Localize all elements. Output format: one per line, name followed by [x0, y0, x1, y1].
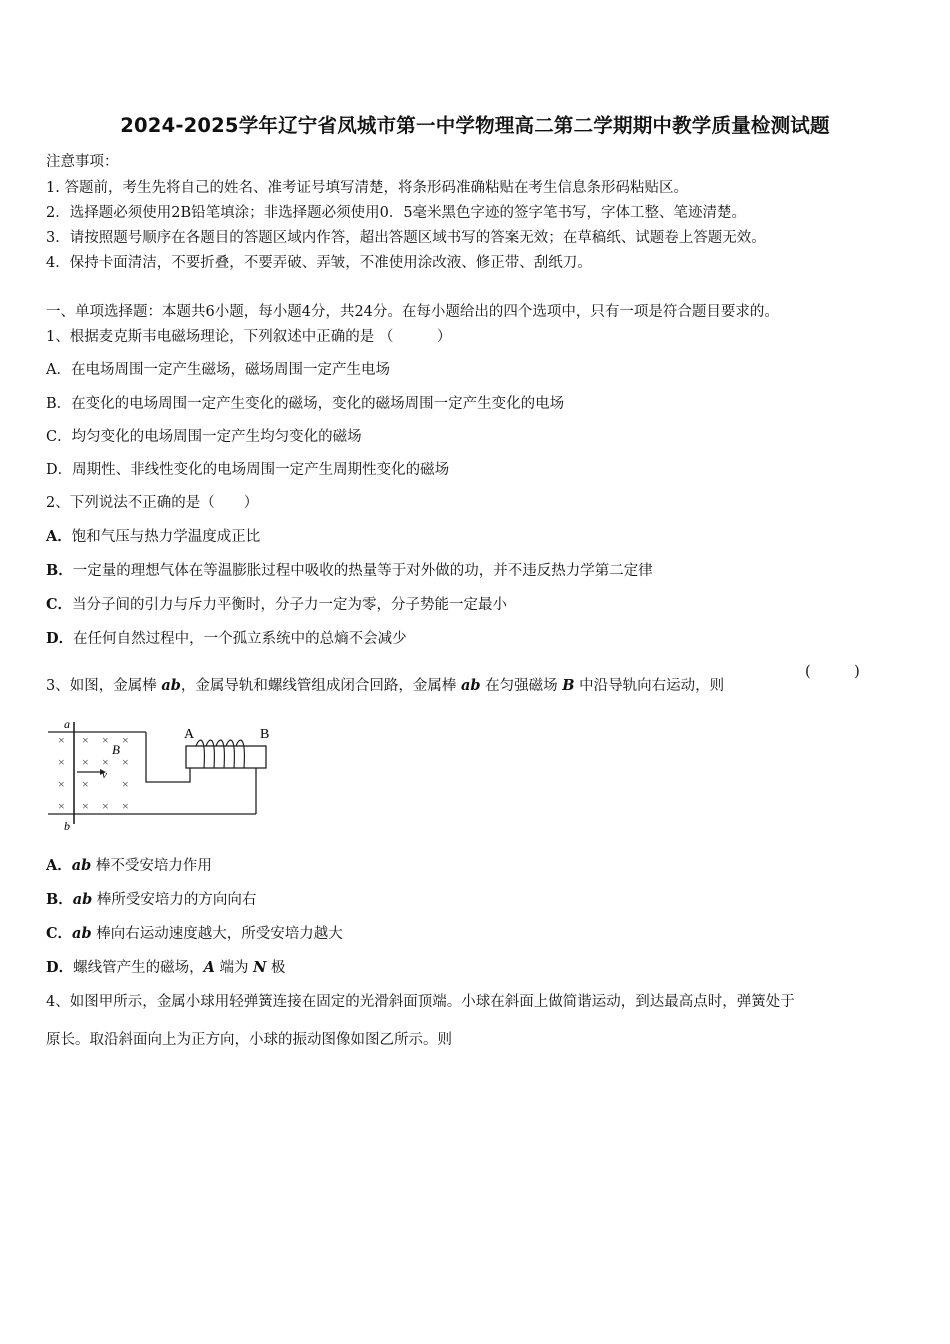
- q1-option-c: C．均匀变化的电场周围一定产生均匀变化的磁场: [46, 429, 362, 445]
- option-text: 饱和气压与热力学温度成正比: [71, 529, 261, 545]
- q2-option-b: [46, 561, 653, 581]
- question-1-stem: 1、根据麦克斯韦电磁场理论，下列叙述中正确的是 （ ）: [46, 329, 452, 345]
- svg-text:×: ×: [82, 733, 89, 747]
- question-4-stem-line1: 4、如图甲所示，金属小球用轻弹簧连接在固定的光滑斜面顶端。小球在斜面上做简谐运动，到达最高点时，弹簧处于: [46, 994, 795, 1010]
- svg-text:×: ×: [122, 733, 129, 747]
- option-letter: B．: [46, 562, 73, 579]
- q3-option-d: D．螺线管产生的磁场，A 端为 N 极: [46, 959, 286, 976]
- svg-text:×: ×: [82, 777, 89, 791]
- svg-text:×: ×: [58, 755, 65, 769]
- option-letter: D．: [46, 630, 74, 647]
- label-solenoid-end-b: B: [260, 727, 270, 742]
- option-text: 在任何自然过程中，一个孤立系统中的总熵不会减少: [73, 631, 407, 647]
- label-velocity: v: [102, 769, 107, 781]
- q3-option-b: B．ab 棒所受安培力的方向向右: [46, 891, 257, 908]
- section-heading: 一、单项选择题：本题共6小题，每小题4分，共24分。在每小题给出的四个选项中，只有一项是符合题目要求的。: [46, 304, 779, 320]
- option-letter: A．: [46, 528, 72, 545]
- label-a: a: [64, 717, 70, 731]
- notice-item: 1. 答题前，考生先将自己的姓名、准考证号填写清楚，将条形码准确粘贴在考生信息条形码粘贴区。: [46, 180, 688, 196]
- notice-item: 4．保持卡面清洁，不要折叠，不要弄破、弄皱，不准使用涂改液、修正带、刮纸刀。: [46, 255, 592, 271]
- svg-text:×: ×: [122, 799, 129, 813]
- q1-option-d: D．周期性、非线性变化的电场周围一定产生周期性变化的磁场: [46, 462, 450, 478]
- notice-heading: 注意事项：: [46, 154, 119, 170]
- q1-option-b: B．在变化的电场周围一定产生变化的磁场，变化的磁场周围一定产生变化的电场: [46, 396, 565, 412]
- question-2-stem: 2、下列说法不正确的是（ ）: [46, 495, 259, 511]
- svg-text:×: ×: [102, 799, 109, 813]
- solenoid-coil: [196, 740, 244, 768]
- svg-text:×: ×: [58, 777, 65, 791]
- svg-text:×: ×: [58, 733, 65, 747]
- q3-option-c: C．ab 棒向右运动速度越大，所受安培力越大: [46, 925, 343, 942]
- svg-text:×: ×: [102, 733, 109, 747]
- svg-text:×: ×: [58, 799, 65, 813]
- q1-option-a: A．在电场周围一定产生磁场，磁场周围一定产生电场: [46, 362, 390, 378]
- notice-item: 2．选择题必须使用2B铅笔填涂；非选择题必须使用0．5毫米黑色字迹的签字笔书写，字体工整、笔迹清楚。: [46, 205, 747, 221]
- page-title: 2024-2025学年辽宁省凤城市第一中学物理高二第二学期期中教学质量检测试题: [120, 114, 830, 137]
- answer-parenthesis: ( ): [805, 664, 860, 680]
- svg-text:×: ×: [82, 755, 89, 769]
- option-text: 一定量的理想气体在等温膨胀过程中吸收的热量等于对外做的功，并不违反热力学第二定律: [72, 563, 653, 579]
- label-b: b: [64, 819, 70, 833]
- q2-option-d: [46, 629, 407, 649]
- label-field-B: B: [112, 742, 120, 757]
- circuit-figure: [44, 714, 284, 836]
- q3-option-a: A．ab 棒不受安培力作用: [46, 857, 212, 874]
- question-4-stem-line2: 原长。取沿斜面向上为正方向，小球的振动图像如图乙所示。则: [46, 1032, 452, 1048]
- q2-option-a: [46, 527, 260, 547]
- notice-item: 3．请按照题号顺序在各题目的答题区域内作答，超出答题区域书写的答案无效；在草稿纸、试题卷上答题无效。: [46, 230, 766, 246]
- option-letter: C．: [46, 596, 73, 613]
- svg-text:×: ×: [122, 755, 129, 769]
- label-solenoid-end-a: A: [184, 727, 195, 742]
- option-text: 当分子间的引力与斥力平衡时，分子力一定为零，分子势能一定最小: [72, 597, 508, 613]
- q2-option-c: [46, 595, 507, 615]
- question-3-stem: 3、如图，金属棒 ab，金属导轨和螺线管组成闭合回路，金属棒 ab 在匀强磁场 B 中沿导轨向右运动，则: [46, 677, 725, 694]
- svg-text:×: ×: [82, 799, 89, 813]
- solenoid-core: [186, 746, 266, 768]
- svg-text:×: ×: [102, 755, 109, 769]
- svg-text:×: ×: [122, 777, 129, 791]
